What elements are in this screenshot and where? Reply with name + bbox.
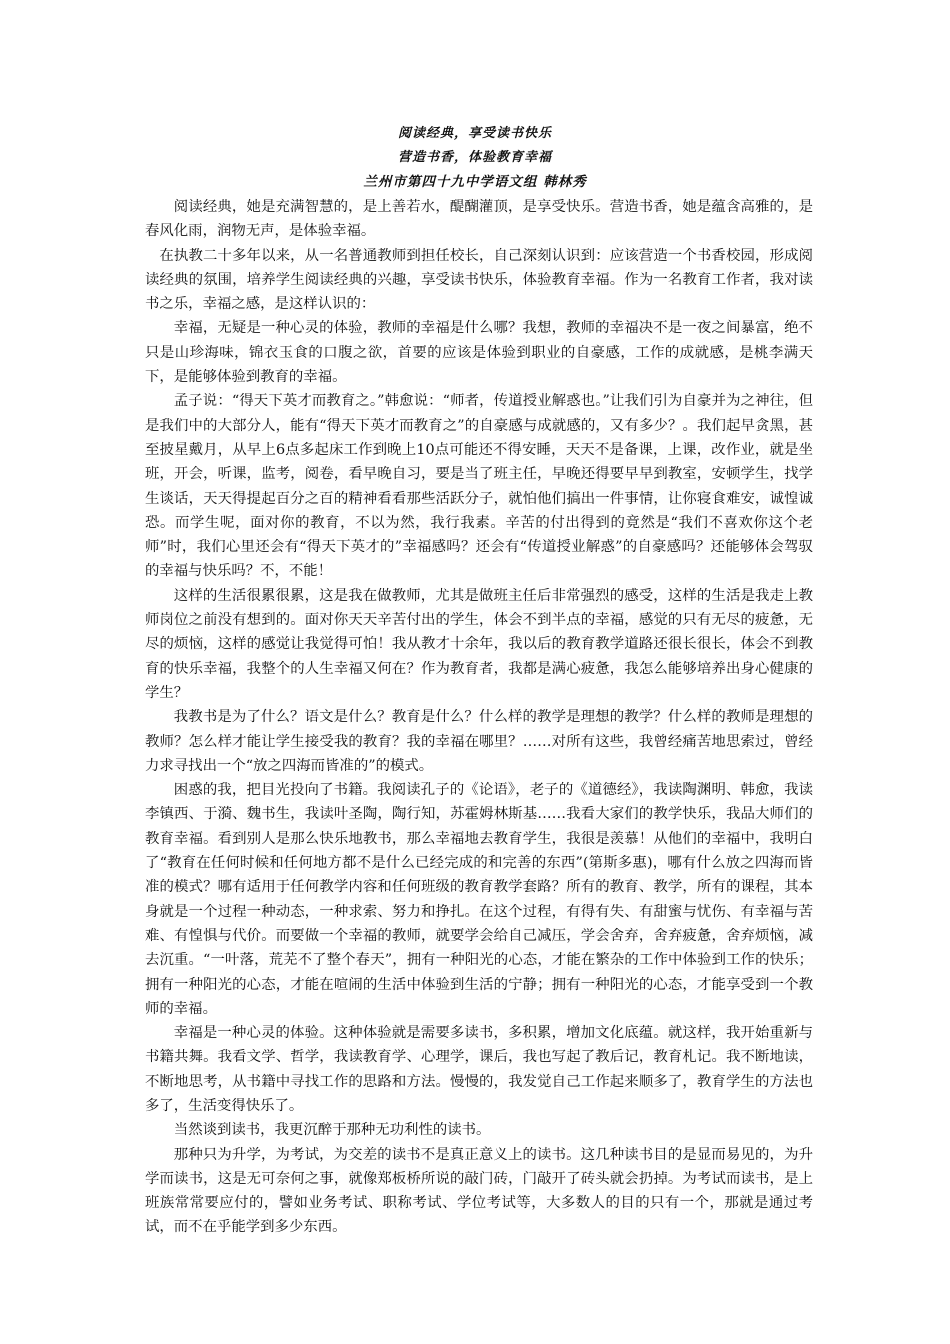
title-block [0, 122, 950, 194]
paragraph-4: 孟子说：“得天下英才而教育之。”韩愈说：“师者，传道授业解惑也。”让我们引为自豪并为之神往，但是我们中的大部分人，能有“得天下英才而教育之”的自豪感与成就感的，又有多少？。我们起早贪黑，甚至披星戴月，从早上6点多起床工作到晚上10点可能还不得安睡，天天不是备课，上课，改作业，就是坐班，开会，听课，监考，阅卷，看早晚自习，要是当了班主任，早晚还得要早早到教室，安顿学生，找学生谈话，天天得提起百分之百的精神看看那些活跃分子，就怕他们搞出一件事情，让你寝食难安，诚惶诚恐。而学生呢，面对你的教育，不以为然，我行我素。辛苦的付出得到的竟然是“我们不喜欢你这个老师”时，我们心里还会有“得天下英才的”幸福感吗？还会有“传道授业解惑”的自豪感吗？还能够体会驾驭的幸福与快乐吗？不，不能！ [145, 393, 813, 580]
subtitle: 营造书香，体验教育幸福 [397, 150, 552, 165]
paragraph-5: 这样的生活很累很累，这是我在做教师，尤其是做班主任后非常强烈的感受，这样的生活是我走上教师岗位之前没有想到的。面对你天天辛苦付出的学生，体会不到半点的幸福，感觉的只有无尽的疲惫，无尽的烦恼，这样的感觉让我觉得可怕！我从教才十余年，我以后的教育教学道路还很长很长，体会不到教育的快乐幸福，我整个的人生幸福又何在？作为教育者，我都是满心疲惫，我怎么能够培养出身心健康的学生？ [145, 587, 813, 701]
paragraph-6: 我教书是为了什么？语文是什么？教育是什么？什么样的教学是理想的教学？什么样的教师是理想的教师？怎么样才能让学生接受我的教育？我的幸福在哪里？……对所有这些，我曾经痛苦地思索过，曾经力求寻找出一个“放之四海而皆准的”的模式。 [145, 709, 813, 774]
paragraph-3: 幸福，无疑是一种心灵的体验，教师的幸福是什么哪？我想，教师的幸福决不是一夜之间暴富，绝不只是山珍海味，锦衣玉食的口腹之欲，首要的应该是体验到职业的自豪感，工作的成就感，是桃李满天下，是能够体验到教育的幸福。 [145, 320, 813, 386]
paragraph-2: 在执教二十多年以来，从一名普通教师到担任校长，自己深刻认识到：应该营造一个书香校园，形成阅读经典的氛围，培养学生阅读经典的兴趣，享受读书快乐，体验教育幸福。作为一名教育工作者，我对读书之乐，幸福之感，是这样认识的： [145, 247, 813, 313]
body-text [145, 195, 813, 1240]
paragraph-10: 那种只为升学，为考试，为交差的读书不是真正意义上的读书。这几种读书目的是显而易见的，为升学而读书，这是无可奈何之事，就像郑板桥所说的敲门砖，门敲开了砖头就会扔掉。为考试而读书，是上班族常常要应付的，譬如业务考试、职称考试、学位考试等，大多数人的目的只有一个，那就是通过考试，而不在乎能学到多少东西。 [145, 1146, 813, 1236]
paragraph-9: 当然谈到读书，我更沉醉于那种无功利性的读书。 [173, 1122, 491, 1139]
paragraph-8: 幸福是一种心灵的体验。这种体验就是需要多读书，多积累，增加文化底蕴。就这样，我开始重新与书籍共舞。我看文学、哲学，我读教育学、心理学，课后，我也写起了教后记，教育札记。我不断地读，不断地思考，从书籍中寻找工作的思路和方法。慢慢的，我发觉自己工作起来顺多了，教育学生的方法也多了，生活变得快乐了。 [145, 1025, 813, 1114]
author-line: 兰州市第四十九中学语文组 韩林秀 [363, 174, 587, 190]
paragraph-7: 困惑的我，把目光投向了书籍。我阅读孔子的《论语》，老子的《道德经》，我读陶渊明、韩愈，我读李镇西、于漪、魏书生，我读叶圣陶，陶行知，苏霍姆林斯基……我看大家们的教学快乐，我品大师们的教育幸福。看到别人是那么快乐地教书，那么幸福地去教育学生，我很是羡慕！从他们的幸福中，我明白了“教育在任何时候和任何地方都不是什么已经完成的和完善的东西”(第斯多惠)，哪有什么放之四海而皆准的模式？哪有适用于任何教学内容和任何班级的教育教学套路？所有的教育、教学，所有的课程，其本身就是一个过程一种动态，一种求索、努力和挣扎。在这个过程，有得有失、有甜蜜与忧伤、有幸福与苦难、有惶惧与代价。而要做一个幸福的教师，就要学会给自己减压，学会舍弃，舍弃疲惫，舍弃烦恼，减去沉重。“一叶落，荒芜不了整个春天”，拥有一种阳光的心态，才能在繁杂的工作中体验到工作的快乐；拥有一种阳光的心态，才能在喧闹的生活中体验到生活的宁静；拥有一种阳光的心态，才能享受到一个教师的幸福。 [145, 782, 813, 1017]
main-title: 阅读经典，享受读书快乐 [397, 126, 552, 141]
paragraph-1: 阅读经典，她是充满智慧的，是上善若水，醍醐灌顶，是享受快乐。营造书香，她是蕴含高雅的，是春风化雨，润物无声，是体验幸福。 [145, 199, 813, 240]
